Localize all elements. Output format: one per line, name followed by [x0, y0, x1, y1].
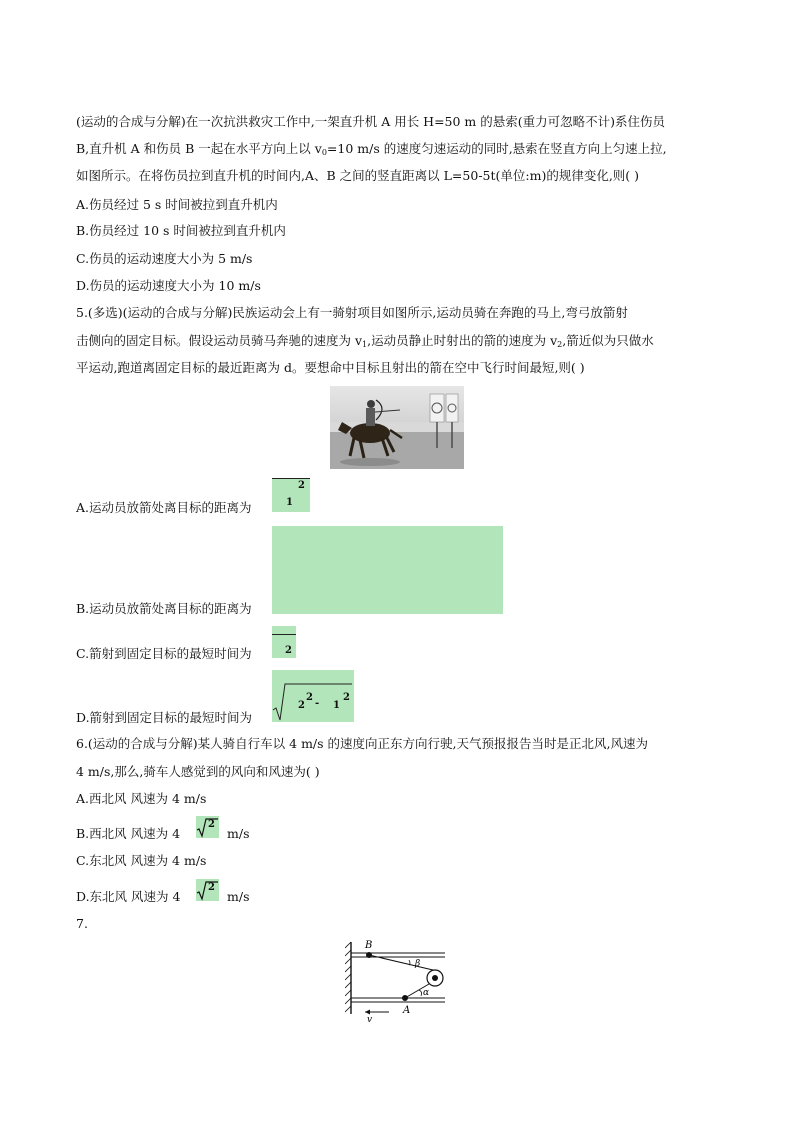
q4-line1: (运动的合成与分解)在一次抗洪救灾工作中,一架直升机 A 用长 H=50 m 的悬索(重力可忽略不计)系住伤员: [76, 114, 666, 129]
q6-option-d-unit: m/s: [227, 889, 250, 904]
q5-option-d-formula: [272, 670, 354, 722]
q6-line2: 4 m/s,那么,骑车人感觉到的风向和风速为( ): [76, 764, 320, 779]
q6-option-d-radicand: 2: [208, 882, 215, 893]
q5-v1-subscript: 1: [362, 340, 368, 349]
q5-line2-text-c: ,箭近似为只做水: [562, 333, 654, 348]
q5-option-c-denominator: 2: [285, 645, 292, 656]
q5-option-d-minus: -: [315, 698, 320, 709]
q6-option-b-text: B.西北风 风速为 4: [76, 826, 181, 841]
q5-option-d-v2-exponent: 2: [306, 692, 313, 703]
q6-option-d: [76, 889, 180, 905]
q6-option-b-unit: m/s: [227, 826, 250, 841]
q4-line2-text-a: B,直升机 A 和伤员 B 一起在水平方向上以 v: [76, 141, 322, 156]
q5-line1: 5.(多选)(运动的合成与分解)民族运动会上有一骑射项目如图所示,运动员骑在奔跑的马上,弯弓放箭射: [76, 305, 628, 320]
q6-option-b-radical: [196, 816, 219, 838]
q7-number: 7.: [76, 916, 88, 931]
q5-line3: 平运动,跑道离固定目标的最近距离为 d。要想命中目标且射出的箭在空中飞行时间最短,则( ): [76, 360, 585, 375]
q6-option-a: A.西北风 风速为 4 m/s: [76, 791, 207, 806]
q4-v0-subscript: 0: [321, 148, 327, 157]
q6-line1: 6.(运动的合成与分解)某人骑自行车以 4 m/s 的速度向正东方向行驶,天气预报报告当时是正北风,风速为: [76, 736, 648, 751]
q4-line2-text-b: =10 m/s 的速度匀速运动的同时,悬索在竖直方向上匀速上拉,: [326, 141, 667, 156]
q7-label-b: B: [365, 940, 373, 951]
q5-option-b: B.运动员放箭处离目标的距离为: [76, 601, 252, 616]
q4-option-b: B.伤员经过 10 s 时间被拉到直升机内: [76, 223, 286, 238]
q5-line2: [76, 333, 654, 353]
q4-option-d: D.伤员的运动速度大小为 10 m/s: [76, 278, 261, 293]
q5-option-a-formula: [272, 478, 310, 512]
q7-label-alpha: α: [423, 988, 430, 998]
q6-option-b: [76, 826, 180, 842]
q7-label-beta: β: [415, 959, 421, 969]
radical-sign-icon: [272, 670, 354, 722]
q4-option-a: A.伤员经过 5 s 时间被拉到直升机内: [76, 197, 278, 212]
q5-option-d-v2: 2: [298, 700, 305, 711]
q4-option-c: C.伤员的运动速度大小为 5 m/s: [76, 251, 253, 266]
horse-archery-photo: [330, 386, 464, 469]
q5-option-d-v1-exponent: 2: [343, 692, 350, 703]
q5-line2-text-b: ,运动员静止时射出的箭的速度为 v: [367, 333, 558, 348]
q6-option-b-radicand: 2: [208, 819, 215, 830]
q5-option-d-v1: 1: [333, 700, 340, 711]
q5-line2-text-a: 击侧向的固定目标。假设运动员骑马奔驰的速度为 v: [76, 333, 363, 348]
q7-label-v: v: [367, 1015, 373, 1025]
q6-option-d-text: D.东北风 风速为 4: [76, 889, 181, 904]
q7-pulley-diagram: [345, 936, 455, 1026]
q5-option-c-formula: [272, 626, 296, 658]
q5-option-a-denominator: 1: [286, 497, 293, 508]
q5-v2-subscript: 2: [557, 340, 563, 349]
q5-option-c-fraction-bar: [272, 634, 296, 635]
q6-option-d-radical: [196, 879, 219, 901]
q5-option-d: D.箭射到固定目标的最短时间为: [76, 710, 253, 725]
q4-line3: 如图所示。在将伤员拉到直升机的时间内,A、B 之间的竖直距离以 L=50-5t(单位:m)的规律变化,则( ): [76, 168, 640, 183]
q6-option-c: C.东北风 风速为 4 m/s: [76, 853, 207, 868]
q5-option-a: A.运动员放箭处离目标的距离为: [76, 500, 252, 515]
q5-option-b-formula: [272, 526, 503, 614]
q5-option-c: C.箭射到固定目标的最短时间为: [76, 646, 252, 661]
q5-option-a-numerator: 2: [298, 480, 305, 491]
q7-label-a: A: [403, 1005, 411, 1016]
q4-line2: [76, 141, 667, 161]
q5-option-a-overline: [272, 478, 310, 479]
